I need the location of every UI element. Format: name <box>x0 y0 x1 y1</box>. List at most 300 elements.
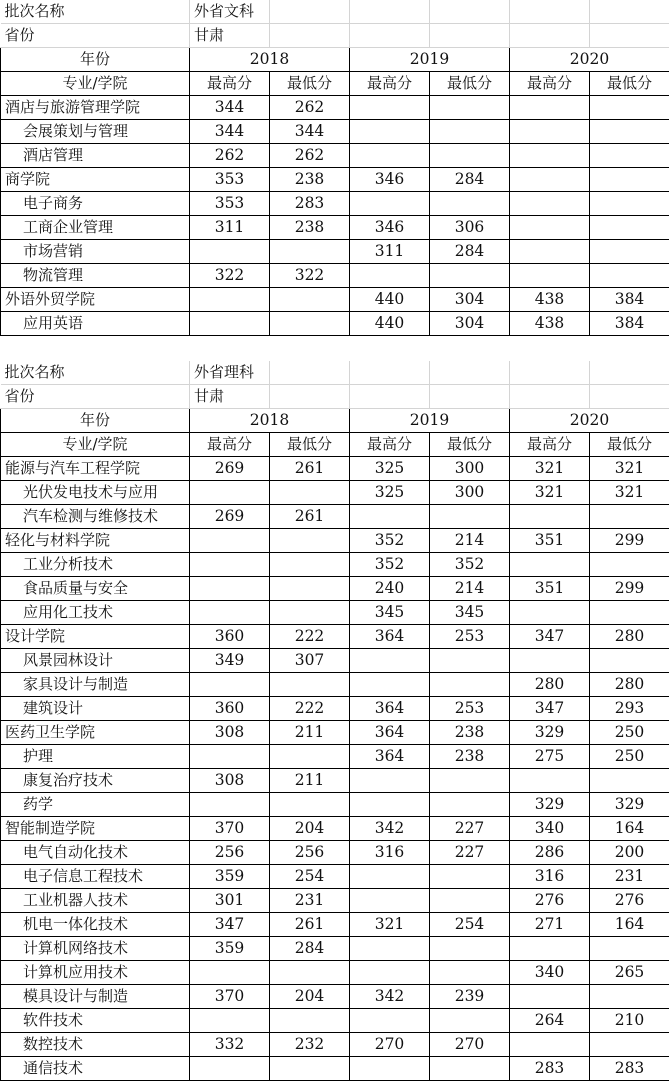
min-score-header: 最低分 <box>270 72 350 96</box>
min-score: 384 <box>590 288 669 312</box>
min-score <box>430 120 510 144</box>
max-score <box>350 96 430 120</box>
year-header: 2020 <box>510 409 669 433</box>
min-score <box>430 649 510 673</box>
section-science <box>0 361 669 1081</box>
empty-cell <box>590 385 669 409</box>
college-row <box>1 96 669 120</box>
max-score <box>350 505 430 529</box>
min-score: 307 <box>270 649 350 673</box>
max-score: 283 <box>510 1057 590 1081</box>
min-score: 321 <box>590 481 669 505</box>
max-score: 342 <box>350 817 430 841</box>
college-name: 商学院 <box>1 168 190 192</box>
max-score: 256 <box>190 841 270 865</box>
max-score: 322 <box>190 264 270 288</box>
college-row <box>1 457 669 481</box>
max-score <box>510 553 590 577</box>
major-name: 物流管理 <box>1 264 190 288</box>
major-name: 会展策划与管理 <box>1 120 190 144</box>
college-name: 设计学院 <box>1 625 190 649</box>
batch-value: 外省理科 <box>190 361 270 385</box>
empty-cell <box>430 0 510 24</box>
min-score-header: 最低分 <box>270 433 350 457</box>
min-score <box>590 649 669 673</box>
major-row <box>1 841 669 865</box>
min-score <box>590 144 669 168</box>
college-name: 医药卫生学院 <box>1 721 190 745</box>
min-score: 284 <box>430 240 510 264</box>
empty-cell <box>510 385 590 409</box>
min-score: 231 <box>270 889 350 913</box>
min-score <box>270 1057 350 1081</box>
max-score: 347 <box>510 697 590 721</box>
major-row <box>1 1033 669 1057</box>
year-header: 2019 <box>350 409 510 433</box>
max-score: 271 <box>510 913 590 937</box>
min-score: 329 <box>590 793 669 817</box>
major-name: 药学 <box>1 793 190 817</box>
min-score <box>590 120 669 144</box>
empty-cell <box>590 0 669 24</box>
min-score <box>590 216 669 240</box>
major-name: 汽车检测与维修技术 <box>1 505 190 529</box>
max-score: 325 <box>350 457 430 481</box>
min-score <box>270 577 350 601</box>
min-score <box>590 1033 669 1057</box>
min-score <box>430 96 510 120</box>
college-name: 外语外贸学院 <box>1 288 190 312</box>
major-row <box>1 913 669 937</box>
min-score <box>430 865 510 889</box>
major-row <box>1 505 669 529</box>
min-score: 164 <box>590 913 669 937</box>
min-score: 253 <box>430 625 510 649</box>
max-score <box>190 601 270 625</box>
batch-value: 外省文科 <box>190 0 270 24</box>
score-type-header-row <box>1 72 669 96</box>
min-score: 304 <box>430 288 510 312</box>
year-header-row <box>1 48 669 72</box>
max-score: 276 <box>510 889 590 913</box>
min-score: 293 <box>590 697 669 721</box>
min-score: 239 <box>430 985 510 1009</box>
max-score: 360 <box>190 625 270 649</box>
max-score <box>190 793 270 817</box>
min-score <box>270 961 350 985</box>
min-score: 384 <box>590 312 669 336</box>
major-row <box>1 865 669 889</box>
max-score: 269 <box>190 505 270 529</box>
major-row <box>1 312 669 336</box>
max-score: 364 <box>350 625 430 649</box>
max-score <box>350 192 430 216</box>
min-score: 261 <box>270 913 350 937</box>
max-score: 346 <box>350 168 430 192</box>
max-score <box>190 240 270 264</box>
min-score: 284 <box>430 168 510 192</box>
max-score <box>350 144 430 168</box>
min-score: 238 <box>430 721 510 745</box>
min-score <box>430 889 510 913</box>
min-score <box>270 529 350 553</box>
min-score <box>430 264 510 288</box>
min-score: 299 <box>590 577 669 601</box>
empty-cell <box>270 385 350 409</box>
major-row <box>1 769 669 793</box>
max-score <box>510 192 590 216</box>
major-name: 电子商务 <box>1 192 190 216</box>
major-row <box>1 697 669 721</box>
max-score-header: 最高分 <box>510 433 590 457</box>
major-name: 工业机器人技术 <box>1 889 190 913</box>
major-name: 应用英语 <box>1 312 190 336</box>
max-score: 270 <box>350 1033 430 1057</box>
max-score-header: 最高分 <box>190 72 270 96</box>
major-row <box>1 1009 669 1033</box>
min-score: 164 <box>590 817 669 841</box>
min-score: 204 <box>270 985 350 1009</box>
min-score: 227 <box>430 817 510 841</box>
max-score <box>510 505 590 529</box>
province-value: 甘肃 <box>190 24 270 48</box>
min-score: 283 <box>590 1057 669 1081</box>
max-score <box>510 216 590 240</box>
max-score: 346 <box>350 216 430 240</box>
empty-cell <box>350 0 430 24</box>
province-row <box>1 24 669 48</box>
major-name: 市场营销 <box>1 240 190 264</box>
max-score: 308 <box>190 721 270 745</box>
min-score <box>430 769 510 793</box>
min-score: 283 <box>270 192 350 216</box>
min-score: 238 <box>430 745 510 769</box>
empty-cell <box>350 24 430 48</box>
major-row <box>1 120 669 144</box>
max-score <box>510 96 590 120</box>
min-score: 261 <box>270 457 350 481</box>
max-score <box>510 937 590 961</box>
max-score: 440 <box>350 312 430 336</box>
max-score <box>350 793 430 817</box>
max-score: 359 <box>190 865 270 889</box>
max-score: 329 <box>510 793 590 817</box>
max-score: 352 <box>350 553 430 577</box>
max-score <box>190 288 270 312</box>
min-score: 222 <box>270 625 350 649</box>
max-score: 316 <box>350 841 430 865</box>
college-name: 酒店与旅游管理学院 <box>1 96 190 120</box>
max-score: 353 <box>190 192 270 216</box>
max-score: 321 <box>350 913 430 937</box>
min-score-header: 最低分 <box>430 433 510 457</box>
major-name: 风景园林设计 <box>1 649 190 673</box>
batch-row <box>1 361 669 385</box>
major-name: 食品质量与安全 <box>1 577 190 601</box>
min-score: 261 <box>270 505 350 529</box>
min-score-header: 最低分 <box>590 72 669 96</box>
min-score: 265 <box>590 961 669 985</box>
max-score: 342 <box>350 985 430 1009</box>
max-score: 364 <box>350 721 430 745</box>
major-row <box>1 577 669 601</box>
min-score <box>430 505 510 529</box>
college-name: 轻化与材料学院 <box>1 529 190 553</box>
college-row <box>1 721 669 745</box>
min-score: 254 <box>430 913 510 937</box>
empty-cell <box>430 361 510 385</box>
min-score: 262 <box>270 96 350 120</box>
year-header-row <box>1 409 669 433</box>
max-score <box>350 673 430 697</box>
max-score: 359 <box>190 937 270 961</box>
major-row <box>1 961 669 985</box>
min-score: 280 <box>590 673 669 697</box>
max-score: 280 <box>510 673 590 697</box>
year-header: 2018 <box>190 409 350 433</box>
major-name: 通信技术 <box>1 1057 190 1081</box>
min-score: 276 <box>590 889 669 913</box>
min-score: 250 <box>590 745 669 769</box>
min-score <box>590 505 669 529</box>
min-score <box>590 240 669 264</box>
min-score <box>430 1057 510 1081</box>
max-score <box>510 144 590 168</box>
max-score: 340 <box>510 817 590 841</box>
major-name: 电子信息工程技术 <box>1 865 190 889</box>
max-score: 321 <box>510 481 590 505</box>
min-score: 210 <box>590 1009 669 1033</box>
major-name: 计算机应用技术 <box>1 961 190 985</box>
max-score <box>510 601 590 625</box>
max-score: 364 <box>350 697 430 721</box>
max-score <box>510 240 590 264</box>
empty-cell <box>590 361 669 385</box>
college-row <box>1 625 669 649</box>
max-score-header: 最高分 <box>350 72 430 96</box>
max-score: 316 <box>510 865 590 889</box>
max-score: 351 <box>510 577 590 601</box>
max-score <box>510 769 590 793</box>
max-score <box>350 865 430 889</box>
min-score: 238 <box>270 168 350 192</box>
major-row <box>1 481 669 505</box>
max-score-header: 最高分 <box>510 72 590 96</box>
max-score: 352 <box>350 529 430 553</box>
max-score: 264 <box>510 1009 590 1033</box>
section-liberal-arts <box>0 0 669 336</box>
max-score: 353 <box>190 168 270 192</box>
min-score: 256 <box>270 841 350 865</box>
year-header-label: 年份 <box>1 48 190 72</box>
major-row <box>1 144 669 168</box>
max-score: 440 <box>350 288 430 312</box>
max-score: 360 <box>190 697 270 721</box>
min-score: 211 <box>270 721 350 745</box>
empty-cell <box>590 24 669 48</box>
max-score: 438 <box>510 288 590 312</box>
min-score: 254 <box>270 865 350 889</box>
min-score <box>270 481 350 505</box>
max-score-header: 最高分 <box>190 433 270 457</box>
min-score: 200 <box>590 841 669 865</box>
min-score: 344 <box>270 120 350 144</box>
min-score <box>270 793 350 817</box>
major-name: 工商企业管理 <box>1 216 190 240</box>
min-score: 250 <box>590 721 669 745</box>
min-score <box>430 793 510 817</box>
min-score: 345 <box>430 601 510 625</box>
empty-cell <box>350 385 430 409</box>
min-score: 211 <box>270 769 350 793</box>
max-score <box>350 264 430 288</box>
max-score <box>190 529 270 553</box>
max-score: 321 <box>510 457 590 481</box>
max-score <box>510 1033 590 1057</box>
major-row <box>1 889 669 913</box>
major-name: 模具设计与制造 <box>1 985 190 1009</box>
max-score: 332 <box>190 1033 270 1057</box>
batch-label: 批次名称 <box>1 0 190 24</box>
max-score <box>350 649 430 673</box>
max-score: 364 <box>350 745 430 769</box>
min-score <box>590 601 669 625</box>
batch-label: 批次名称 <box>1 361 190 385</box>
min-score: 270 <box>430 1033 510 1057</box>
max-score: 329 <box>510 721 590 745</box>
min-score: 300 <box>430 481 510 505</box>
major-name: 计算机网络技术 <box>1 937 190 961</box>
max-score <box>190 961 270 985</box>
min-score: 306 <box>430 216 510 240</box>
max-score: 275 <box>510 745 590 769</box>
max-score <box>350 889 430 913</box>
major-name: 护理 <box>1 745 190 769</box>
min-score: 204 <box>270 817 350 841</box>
major-row <box>1 673 669 697</box>
empty-cell <box>270 361 350 385</box>
major-row <box>1 1057 669 1081</box>
province-value: 甘肃 <box>190 385 270 409</box>
min-score: 253 <box>430 697 510 721</box>
min-score <box>430 144 510 168</box>
year-header-label: 年份 <box>1 409 190 433</box>
max-score: 347 <box>190 913 270 937</box>
min-score: 299 <box>590 529 669 553</box>
min-score: 322 <box>270 264 350 288</box>
max-score <box>350 937 430 961</box>
min-score: 214 <box>430 529 510 553</box>
min-score <box>590 192 669 216</box>
max-score <box>510 985 590 1009</box>
min-score: 238 <box>270 216 350 240</box>
min-score: 321 <box>590 457 669 481</box>
major-row <box>1 553 669 577</box>
empty-cell <box>270 24 350 48</box>
max-score <box>510 264 590 288</box>
empty-cell <box>510 361 590 385</box>
max-score: 269 <box>190 457 270 481</box>
max-score <box>190 481 270 505</box>
empty-cell <box>430 24 510 48</box>
min-score <box>590 553 669 577</box>
major-name: 应用化工技术 <box>1 601 190 625</box>
year-header: 2019 <box>350 48 510 72</box>
college-row <box>1 288 669 312</box>
min-score <box>270 240 350 264</box>
max-score: 340 <box>510 961 590 985</box>
major-row <box>1 240 669 264</box>
min-score: 231 <box>590 865 669 889</box>
min-score <box>590 937 669 961</box>
min-score <box>590 168 669 192</box>
max-score: 308 <box>190 769 270 793</box>
major-row <box>1 264 669 288</box>
max-score: 349 <box>190 649 270 673</box>
province-row <box>1 385 669 409</box>
max-score: 351 <box>510 529 590 553</box>
min-score <box>430 673 510 697</box>
major-name: 康复治疗技术 <box>1 769 190 793</box>
major-name: 家具设计与制造 <box>1 673 190 697</box>
min-score <box>270 288 350 312</box>
max-score: 240 <box>350 577 430 601</box>
min-score <box>590 769 669 793</box>
min-score <box>430 937 510 961</box>
max-score <box>350 769 430 793</box>
college-name: 能源与汽车工程学院 <box>1 457 190 481</box>
major-name: 建筑设计 <box>1 697 190 721</box>
empty-cell <box>270 0 350 24</box>
min-score-header: 最低分 <box>590 433 669 457</box>
max-score: 325 <box>350 481 430 505</box>
max-score <box>190 553 270 577</box>
min-score: 262 <box>270 144 350 168</box>
major-name: 光伏发电技术与应用 <box>1 481 190 505</box>
min-score <box>270 745 350 769</box>
max-score <box>350 961 430 985</box>
major-row <box>1 937 669 961</box>
major-name: 电气自动化技术 <box>1 841 190 865</box>
min-score: 214 <box>430 577 510 601</box>
min-score <box>590 264 669 288</box>
major-row <box>1 601 669 625</box>
min-score <box>430 1009 510 1033</box>
major-name: 机电一体化技术 <box>1 913 190 937</box>
major-row <box>1 793 669 817</box>
max-score: 311 <box>350 240 430 264</box>
max-score <box>350 120 430 144</box>
empty-cell <box>510 24 590 48</box>
max-score <box>190 1057 270 1081</box>
major-name: 软件技术 <box>1 1009 190 1033</box>
max-score: 347 <box>510 625 590 649</box>
min-score: 227 <box>430 841 510 865</box>
max-score: 344 <box>190 120 270 144</box>
min-score <box>270 312 350 336</box>
college-row <box>1 529 669 553</box>
min-score: 352 <box>430 553 510 577</box>
max-score <box>190 312 270 336</box>
min-score: 284 <box>270 937 350 961</box>
min-score <box>430 192 510 216</box>
max-score <box>190 1009 270 1033</box>
max-score <box>190 577 270 601</box>
major-row <box>1 985 669 1009</box>
max-score: 345 <box>350 601 430 625</box>
year-header: 2018 <box>190 48 350 72</box>
min-score <box>430 961 510 985</box>
